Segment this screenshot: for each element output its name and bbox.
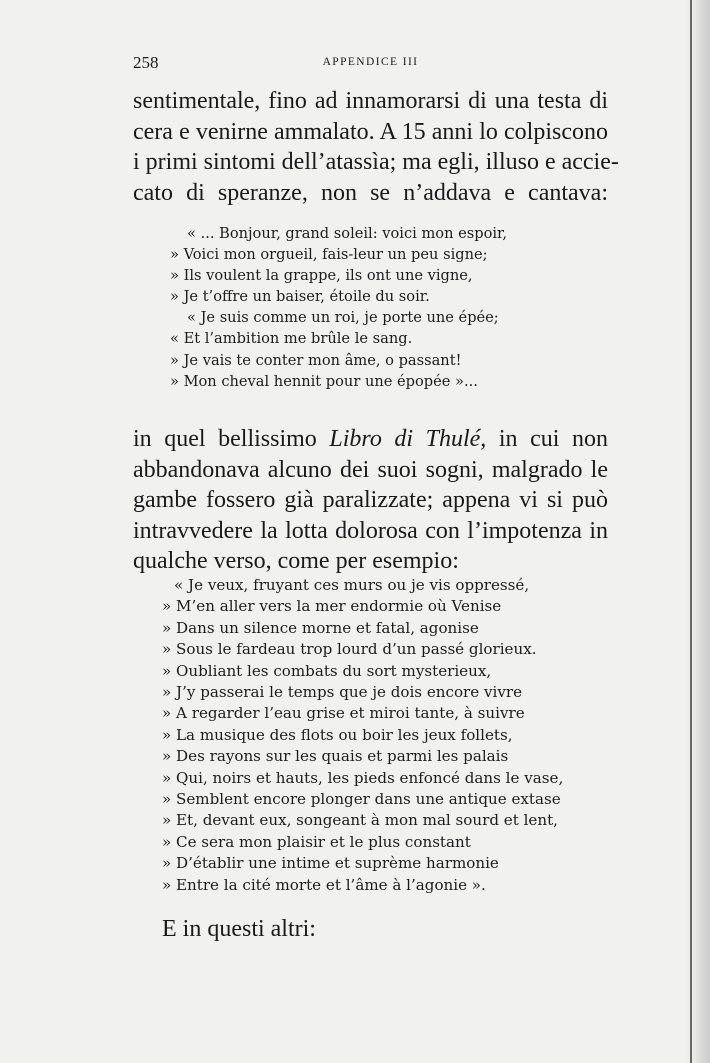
paragraph-line [133, 424, 608, 455]
verse-line: » Entre la cité morte et l’âme à l’agonie ». [162, 875, 486, 894]
verse-line: » Des rayons sur les quais et parmi les palais [162, 747, 509, 766]
paragraph-3 [133, 914, 608, 945]
paragraph-1 [133, 86, 619, 208]
verse-line: » D’établir une intime et suprème harmonie [162, 854, 499, 873]
paragraph-line: abbandonava alcuno dei suoi sogni, malgrado le [133, 456, 608, 483]
verse-line: » Je vais te conter mon âme, o passant! [170, 351, 462, 369]
verse-line: » Semblent encore plonger dans une antique extase [162, 790, 561, 809]
verse-line: » Mon cheval hennit pour une épopée »... [170, 372, 478, 390]
verse-line: » Oubliant les combats du sort mysterieux, [162, 661, 492, 680]
paragraph-line: E in questi altri: [162, 916, 316, 942]
verse-line: « Je veux, fruyant ces murs ou je vis oppressé, [174, 576, 530, 594]
verse-line: « ... Bonjour, grand soleil: voici mon espoir, [187, 225, 508, 242]
paragraph-line: sentimentale, fino ad innamorarsi di una testa di [133, 88, 608, 114]
verse-line: » Ils voulent la grappe, ils ont une vigne, [170, 267, 473, 285]
paragraph-2 [133, 424, 608, 577]
verse-line: « Et l’ambition me brûle le sang. [170, 330, 413, 348]
paragraph-line: cato di speranze, non se n’addava e cantava: [133, 179, 608, 206]
running-title: APPENDICE III [322, 56, 419, 68]
verse-line: » Dans un silence morne et fatal, agonise [162, 618, 479, 637]
verse-line: » A regarder l’eau grise et miroi tante, à suivre [162, 704, 525, 723]
verse-line: » M’en aller vers la mer endormie où Venise [162, 597, 502, 616]
book-title: Libro di Thulé, [329, 426, 487, 452]
verse-line: » Ce sera mon plaisir et le plus constant [162, 832, 471, 851]
page-number: 258 [133, 53, 159, 72]
verse-line: » J’y passerai le temps que je dois encore vivre [162, 683, 523, 702]
page-edge-shadow [690, 0, 692, 1063]
text-run: in quel bellissimo [133, 426, 330, 452]
verse-line: » Je t’offre un baiser, étoile du soir. [170, 288, 430, 306]
paragraph-line: gambe fossero già paralizzate; appena vi si può [133, 487, 608, 513]
verse-line: » Et, devant eux, songeant à mon mal sourd et lent, [162, 811, 558, 830]
paragraph-line: i primi sintomi dell’atassìa; ma egli, illuso e accie- [133, 149, 619, 175]
verse-line: » Voici mon orgueil, fais-leur un peu signe; [170, 246, 488, 264]
verse-line: » Qui, noirs et hauts, les pieds enfoncé dans le vase, [162, 768, 564, 787]
page-header [133, 53, 608, 77]
verse-quotation-2 [162, 575, 563, 896]
verse-line: » La musique des flots ou boir les jeux follets, [162, 725, 513, 744]
verse-line: » Sous le fardeau trop lourd d’un passé glorieux. [162, 640, 537, 659]
paragraph-line: cera e venirne ammalato. A 15 anni lo colpiscono [133, 118, 608, 145]
paragraph-line: qualche verso, come per esempio: [133, 548, 459, 574]
verse-line: « Je suis comme un roi, je porte une épée; [187, 309, 499, 327]
text-run: in cui non [486, 426, 608, 452]
verse-quotation-1 [170, 223, 507, 392]
paragraph-line: intravvedere la lotta dolorosa con l’impotenza in [133, 517, 608, 544]
